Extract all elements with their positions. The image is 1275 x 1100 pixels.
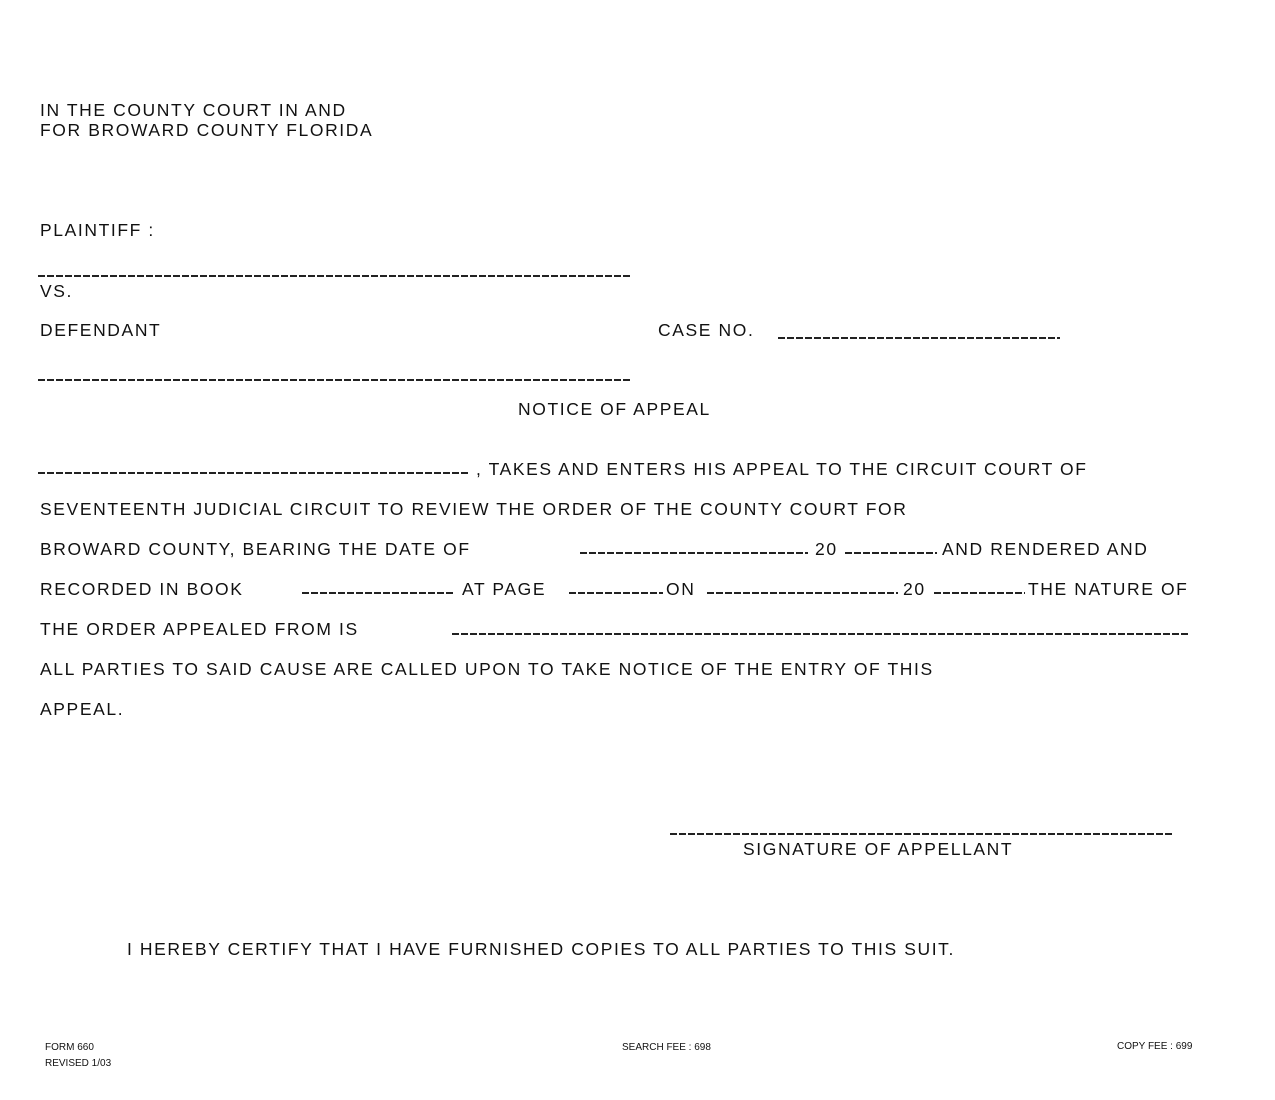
search-fee: SEARCH FEE : 698 [622, 1042, 711, 1053]
body-line-3a: BROWARD COUNTY, BEARING THE DATE OF [40, 539, 471, 559]
signature-label: SIGNATURE OF APPELLANT [743, 839, 1014, 859]
body-line-5: THE ORDER APPEALED FROM IS [40, 619, 359, 639]
document-title: NOTICE OF APPEAL [518, 399, 711, 419]
body-line-4b: AT PAGE [462, 579, 547, 599]
body-line-4c: ON [666, 579, 696, 599]
page-blank[interactable] [569, 592, 663, 594]
body-line-3c: AND RENDERED AND [942, 539, 1149, 559]
body-line-4e: THE NATURE OF [1028, 579, 1189, 599]
defendant-blank[interactable] [38, 379, 632, 381]
defendant-label: DEFENDANT [40, 320, 162, 340]
body-line-3b: 20 [815, 539, 838, 559]
body-line-4d: 20 [903, 579, 926, 599]
recorded-date-blank[interactable] [707, 592, 898, 594]
vs-label: VS. [40, 281, 74, 301]
appellant-name-blank[interactable] [38, 472, 470, 474]
signature-blank[interactable] [670, 833, 1172, 835]
form-number: FORM 660 [45, 1042, 94, 1053]
recorded-year-blank[interactable] [934, 592, 1025, 594]
book-blank[interactable] [302, 592, 455, 594]
body-line-6: ALL PARTIES TO SAID CAUSE ARE CALLED UPON TO TAKE NOTICE OF THE ENTRY OF THIS [40, 659, 934, 679]
revised-date: REVISED 1/03 [45, 1058, 112, 1069]
plaintiff-blank[interactable] [38, 275, 632, 277]
body-line-4a: RECORDED IN BOOK [40, 579, 244, 599]
order-year-blank[interactable] [845, 552, 937, 554]
case-no-label: CASE NO. [658, 320, 755, 340]
court-header-line1: IN THE COUNTY COURT IN AND [40, 100, 347, 120]
copy-fee: COPY FEE : 699 [1117, 1041, 1193, 1052]
certification-statement: I HEREBY CERTIFY THAT I HAVE FURNISHED COPIES TO ALL PARTIES TO THIS SUIT. [127, 939, 955, 959]
body-line-7: APPEAL. [40, 699, 125, 719]
case-no-blank[interactable] [778, 337, 1060, 339]
order-date-blank[interactable] [580, 552, 808, 554]
plaintiff-label: PLAINTIFF : [40, 220, 155, 240]
court-header-line2: FOR BROWARD COUNTY FLORIDA [40, 120, 374, 140]
body-line-2: SEVENTEENTH JUDICIAL CIRCUIT TO REVIEW THE ORDER OF THE COUNTY COURT FOR [40, 499, 908, 519]
order-nature-blank[interactable] [452, 633, 1190, 635]
body-line-1: , TAKES AND ENTERS HIS APPEAL TO THE CIRCUIT COURT OF [476, 459, 1088, 479]
